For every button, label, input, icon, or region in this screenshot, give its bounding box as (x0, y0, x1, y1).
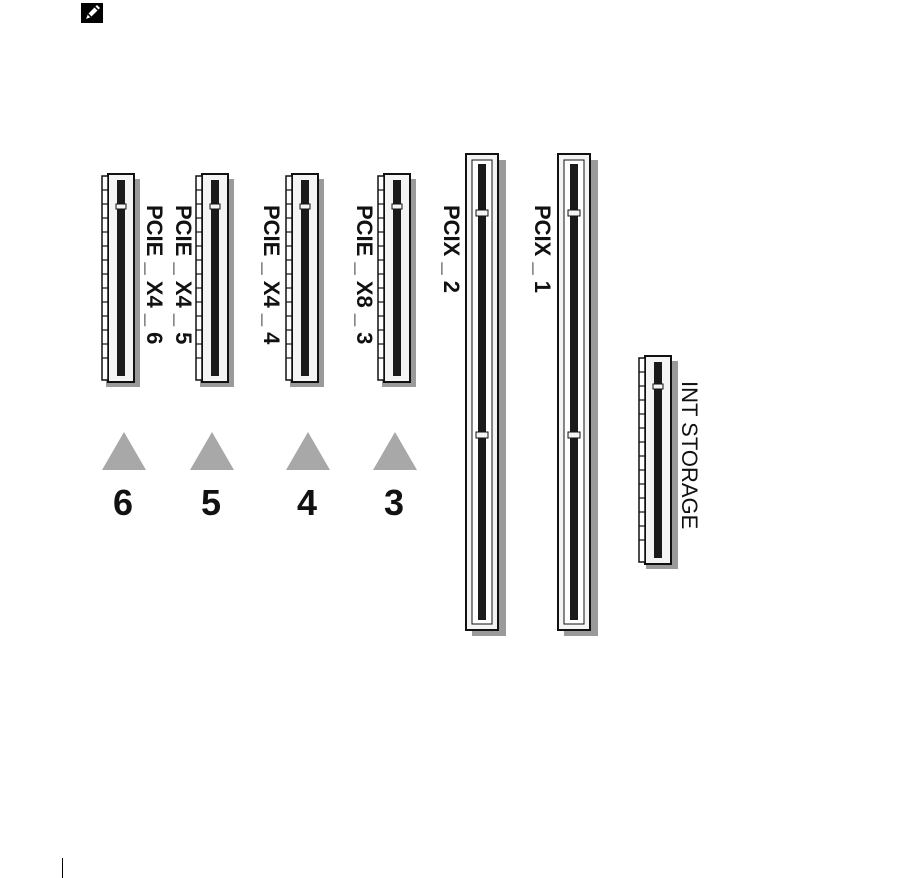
slot-number-3: 3 (383, 482, 405, 523)
page-margin-rule (62, 858, 63, 878)
slot-pcix-2 (466, 154, 506, 636)
slot-pcie-x4-4 (286, 174, 324, 387)
slot-number-6: 6 (112, 482, 134, 523)
slot-int-storage (639, 356, 678, 569)
slot-arrow-4 (286, 432, 330, 470)
slot-label-pcie-x4-4: PCIE _ X4 _ 4 (259, 205, 284, 345)
slot-pcie-x8-3 (378, 174, 416, 387)
slot-number-4: 4 (296, 482, 318, 523)
slot-label-pcie-x4-5: PCIE _ X4 _ 5 (171, 205, 196, 345)
slot-label-int-storage: INT STORAGE (677, 381, 702, 530)
slot-pcie-x4-6 (102, 174, 140, 387)
slot-pcie-x4-5 (196, 174, 234, 387)
slot-label-pcix-1: PCIX _ 1 (530, 205, 555, 294)
slot-label-pcie-x8-3: PCIE _ X8 _ 3 (352, 205, 377, 345)
slot-arrow-3 (373, 432, 417, 470)
slot-label-pcie-x4-6: PCIE _ X4 _ 6 (142, 205, 167, 345)
slot-arrow-6 (102, 432, 146, 470)
slot-label-pcix-2: PCIX _ 2 (439, 205, 464, 294)
slot-pcix-1 (558, 154, 598, 636)
slot-arrow-5 (190, 432, 234, 470)
slot-number-5: 5 (200, 482, 222, 523)
